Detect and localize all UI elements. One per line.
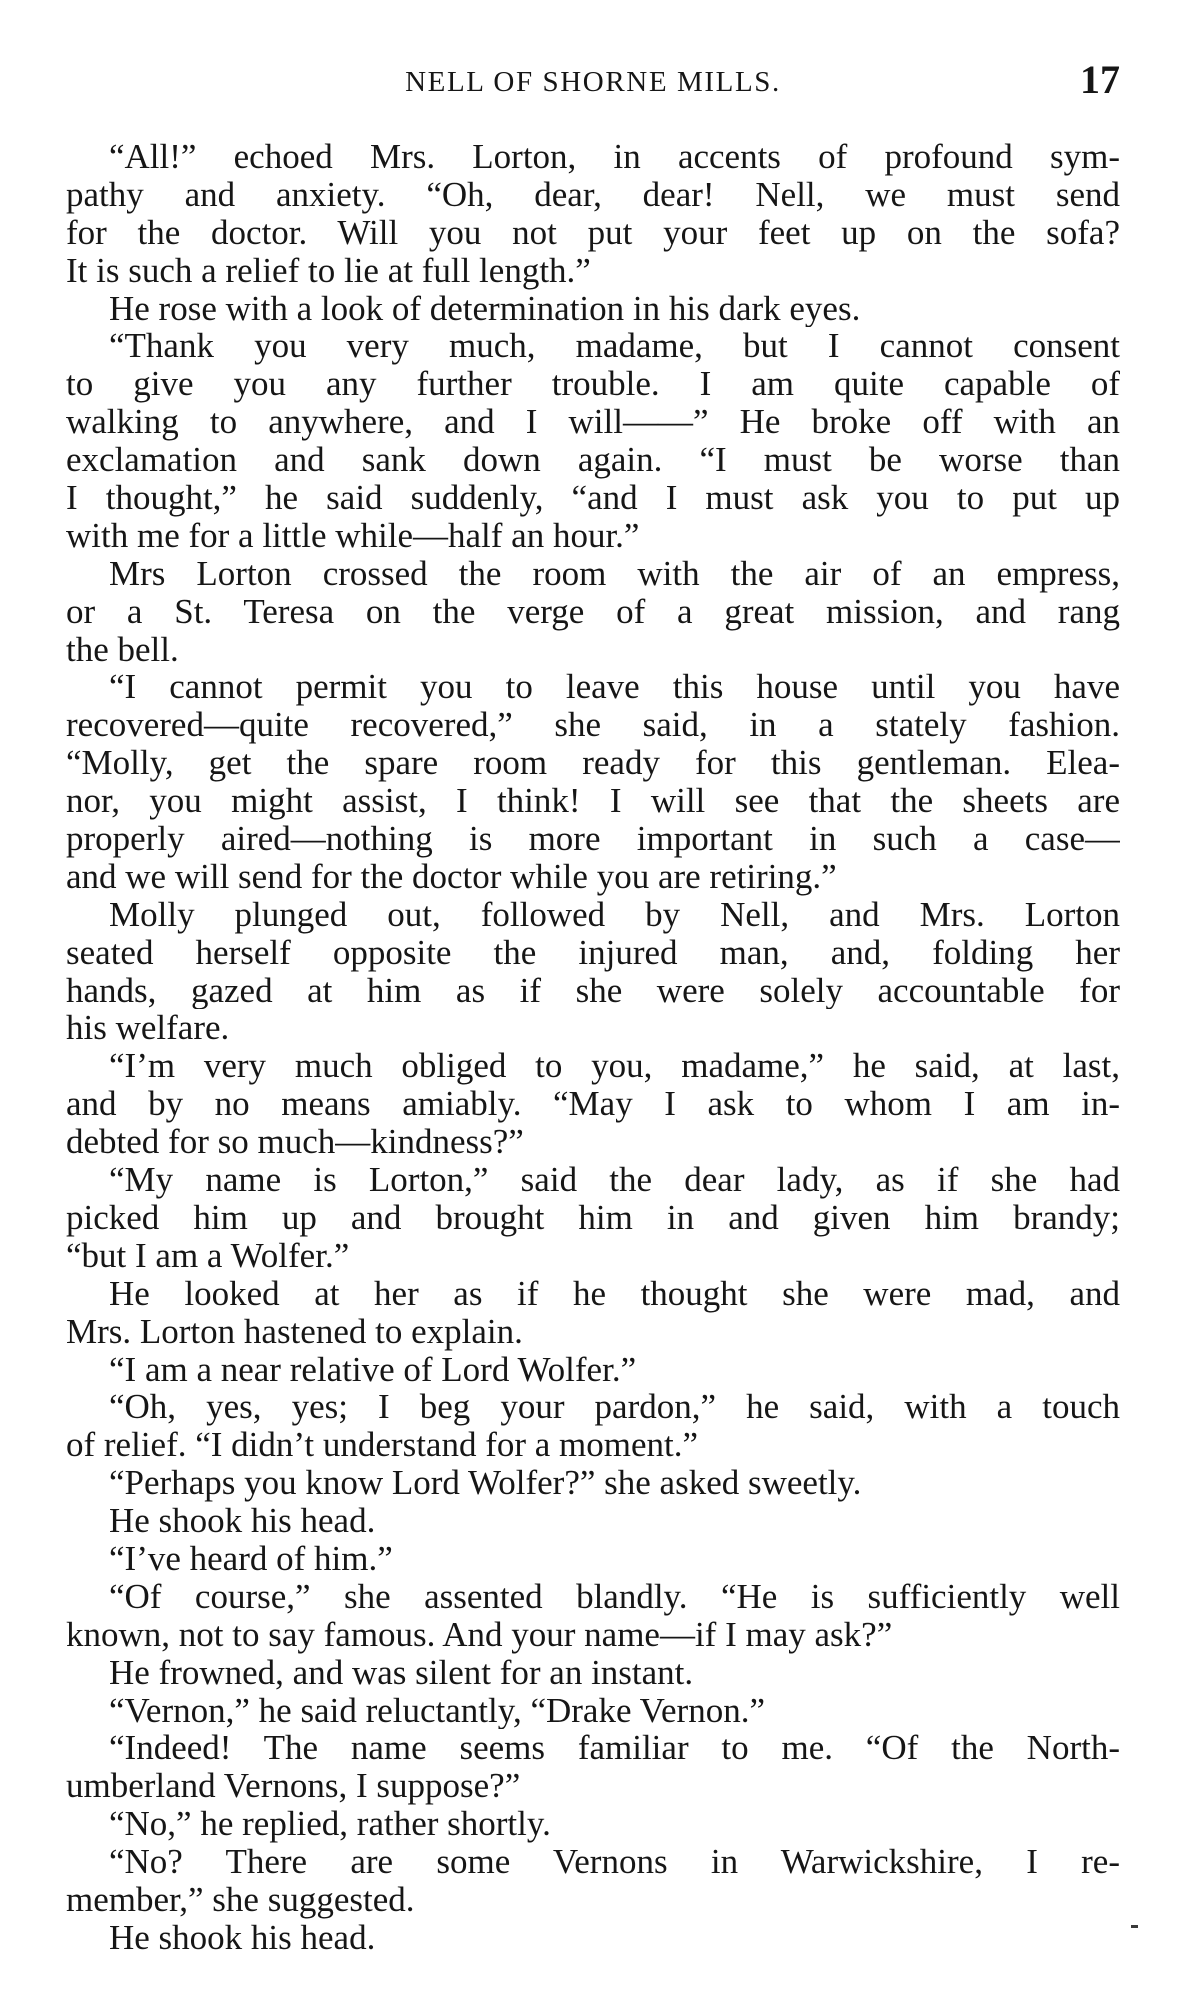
- text-line: “Oh, yes, yes; I beg your pardon,” he said, with a touch: [109, 1388, 1120, 1427]
- text-line: with me for a little while—half an hour.”: [66, 516, 640, 555]
- running-head: [66, 57, 1120, 102]
- text-line: hands, gazed at him as if she were solely accountable for: [66, 971, 1120, 1010]
- text-line: to give you any further trouble. I am quite capable of: [66, 365, 1120, 404]
- text-line: “Perhaps you know Lord Wolfer?” she asked sweetly.: [109, 1464, 862, 1503]
- text-line: and by no means amiably. “May I ask to whom I am in-: [66, 1085, 1120, 1124]
- text-line: nor, you might assist, I think! I will see that the sheets are: [66, 782, 1120, 821]
- text-line: He shook his head.: [109, 1918, 376, 1957]
- text-line: Mrs Lorton crossed the room with the air of an empress,: [109, 554, 1120, 593]
- text-line: exclamation and sank down again. “I must be worse than: [66, 441, 1120, 480]
- text-line: umberland Vernons, I suppose?”: [66, 1767, 521, 1806]
- text-line: the bell.: [66, 630, 179, 669]
- text-line: “All!” echoed Mrs. Lorton, in accents of profound sym-: [109, 138, 1120, 176]
- text-line: “Vernon,” he said reluctantly, “Drake Vernon.”: [109, 1691, 765, 1730]
- text-line: seated herself opposite the injured man, and, folding her: [66, 933, 1120, 972]
- text-line: Mrs. Lorton hastened to explain.: [66, 1312, 523, 1351]
- text-line: pathy and anxiety. “Oh, dear, dear! Nell, we must send: [66, 175, 1120, 214]
- text-line: debted for so much—kindness?”: [66, 1123, 524, 1162]
- text-line: of relief. “I didn’t understand for a moment.”: [66, 1426, 699, 1465]
- text-line: He frowned, and was silent for an instant.: [109, 1653, 694, 1692]
- text-line: “No? There are some Vernons in Warwickshire, I re-: [109, 1843, 1120, 1881]
- text-line: for the doctor. Will you not put your feet up on the sofa?: [66, 213, 1120, 252]
- text-line: It is such a relief to lie at full length.”: [66, 251, 591, 290]
- text-line: He shook his head.: [109, 1502, 376, 1540]
- text-line: walking to anywhere, and I will——” He broke off with an: [66, 403, 1120, 442]
- text-line: He looked at her as if he thought she were mad, and: [109, 1274, 1120, 1313]
- text-line: “I am a near relative of Lord Wolfer.”: [109, 1350, 637, 1389]
- text-line: recovered—quite recovered,” she said, in a stately fashion.: [66, 706, 1120, 745]
- text-line: “I’ve heard of him.”: [109, 1539, 393, 1578]
- text-line: member,” she suggested.: [66, 1880, 415, 1919]
- text-line: “I cannot permit you to leave this house until you have: [109, 668, 1120, 707]
- text-line: He rose with a look of determination in his dark eyes.: [109, 289, 861, 328]
- running-title: NELL OF SHORNE MILLS.: [405, 66, 781, 98]
- text-line: properly aired—nothing is more important in such a case—: [66, 820, 1120, 858]
- body-text: [66, 138, 1120, 1957]
- text-line: “No,” he replied, rather shortly.: [109, 1805, 551, 1844]
- text-line: or a St. Teresa on the verge of a great mission, and rang: [66, 592, 1120, 631]
- ink-speck: [1131, 1925, 1138, 1928]
- text-line: known, not to say famous. And your name—if I may ask?”: [66, 1615, 893, 1654]
- text-line: “Indeed! The name seems familiar to me. “Of the North-: [109, 1729, 1120, 1768]
- text-line: I thought,” he said suddenly, “and I must ask you to put up: [66, 479, 1120, 517]
- text-line: “but I am a Wolfer.”: [66, 1236, 350, 1275]
- text-line: “Thank you very much, madame, but I cannot consent: [109, 327, 1120, 366]
- text-line: “I’m very much obliged to you, madame,” he said, at last,: [109, 1047, 1120, 1086]
- text-line: Molly plunged out, followed by Nell, and Mrs. Lorton: [109, 895, 1120, 934]
- text-line: picked him up and brought him in and given him brandy;: [66, 1198, 1120, 1237]
- text-line: “Of course,” she assented blandly. “He is sufficiently well: [109, 1577, 1120, 1616]
- text-line: “My name is Lorton,” said the dear lady, as if she had: [109, 1161, 1120, 1199]
- page-number: 17: [1080, 57, 1120, 102]
- text-line: “Molly, get the spare room ready for this gentleman. Elea-: [66, 744, 1120, 783]
- text-line: his welfare.: [66, 1009, 230, 1048]
- text-line: and we will send for the doctor while you are retiring.”: [66, 857, 837, 896]
